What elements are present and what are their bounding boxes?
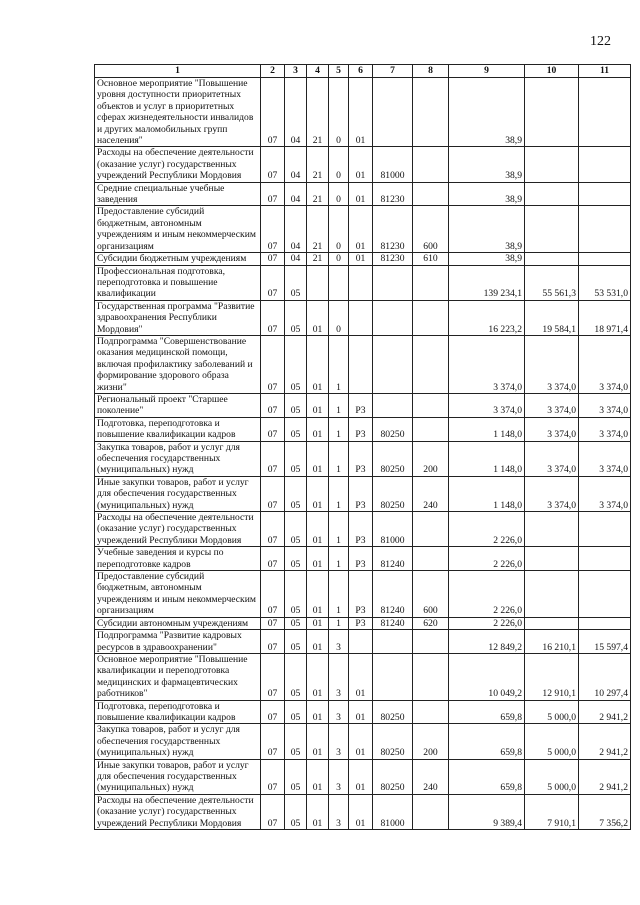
amount-year-3: 3 374,0 — [579, 476, 631, 511]
table-row — [95, 265, 631, 300]
section-code: 07 — [261, 476, 285, 511]
section-code: 07 — [261, 547, 285, 571]
amount-year-1: 12 849,2 — [449, 630, 525, 654]
program-code: 01 — [307, 700, 329, 724]
section-code: 07 — [261, 206, 285, 253]
table-row — [95, 653, 631, 700]
expense-type-code — [413, 547, 449, 571]
table-row — [95, 335, 631, 393]
direction-code: 80250 — [373, 417, 413, 441]
amount-year-3 — [579, 182, 631, 206]
amount-year-1: 1 148,0 — [449, 476, 525, 511]
event-code — [349, 630, 373, 654]
table-row — [95, 253, 631, 265]
column-header: 1 — [95, 65, 261, 78]
row-name: Предоставление субсидий бюджетным, автономным учреждениям и иным некоммерческим организациям — [95, 571, 261, 618]
column-header: 11 — [579, 65, 631, 78]
section-code: 07 — [261, 265, 285, 300]
expense-type-code — [413, 393, 449, 417]
direction-code — [373, 393, 413, 417]
table-row — [95, 512, 631, 547]
amount-year-3: 3 374,0 — [579, 335, 631, 393]
subprogram-code: 0 — [329, 206, 349, 253]
table-row — [95, 78, 631, 147]
direction-code: 81240 — [373, 617, 413, 629]
amount-year-3 — [579, 206, 631, 253]
row-name: Закупка товаров, работ и услуг для обеспечения государственных (муниципальных) нужд — [95, 441, 261, 476]
table-row — [95, 700, 631, 724]
section-code: 07 — [261, 617, 285, 629]
column-header: 9 — [449, 65, 525, 78]
direction-code: 80250 — [373, 476, 413, 511]
direction-code — [373, 653, 413, 700]
event-code — [349, 335, 373, 393]
subprogram-code: 3 — [329, 630, 349, 654]
table-row — [95, 147, 631, 182]
expense-type-code — [413, 700, 449, 724]
section-code: 07 — [261, 724, 285, 759]
expense-type-code — [413, 78, 449, 147]
direction-code: 80250 — [373, 700, 413, 724]
program-code: 01 — [307, 476, 329, 511]
subsection-code: 04 — [285, 253, 307, 265]
row-name: Субсидии автономным учреждениям — [95, 617, 261, 629]
section-code: 07 — [261, 630, 285, 654]
table-row — [95, 441, 631, 476]
subsection-code: 05 — [285, 441, 307, 476]
subprogram-code: 0 — [329, 78, 349, 147]
table-row — [95, 182, 631, 206]
amount-year-2: 12 910,1 — [525, 653, 579, 700]
table-row — [95, 547, 631, 571]
amount-year-2 — [525, 78, 579, 147]
table-row — [95, 476, 631, 511]
program-code: 01 — [307, 547, 329, 571]
program-code: 01 — [307, 724, 329, 759]
amount-year-1: 659,8 — [449, 700, 525, 724]
subsection-code: 05 — [285, 653, 307, 700]
program-code: 01 — [307, 417, 329, 441]
amount-year-1: 38,9 — [449, 78, 525, 147]
subprogram-code: 0 — [329, 300, 349, 335]
expense-type-code — [413, 182, 449, 206]
direction-code: 80250 — [373, 759, 413, 794]
subsection-code: 05 — [285, 300, 307, 335]
direction-code: 81000 — [373, 147, 413, 182]
amount-year-2: 3 374,0 — [525, 476, 579, 511]
subsection-code: 05 — [285, 759, 307, 794]
table-row — [95, 794, 631, 829]
event-code: P3 — [349, 571, 373, 618]
program-code: 21 — [307, 253, 329, 265]
event-code: 01 — [349, 724, 373, 759]
event-code: 01 — [349, 794, 373, 829]
expense-type-code: 620 — [413, 617, 449, 629]
expense-type-code — [413, 147, 449, 182]
row-name: Подпрограмма "Совершенствование оказания медицинской помощи, включая профилактику заболеваний и формирование здорового образа жизни" — [95, 335, 261, 393]
amount-year-3 — [579, 78, 631, 147]
amount-year-3 — [579, 147, 631, 182]
amount-year-1: 38,9 — [449, 206, 525, 253]
expense-type-code — [413, 417, 449, 441]
direction-code: 81240 — [373, 571, 413, 618]
subsection-code: 05 — [285, 512, 307, 547]
row-name: Предоставление субсидий бюджетным, автономным учреждениям и иным некоммерческим организациям — [95, 206, 261, 253]
event-code: 01 — [349, 206, 373, 253]
table-header-row — [95, 65, 631, 78]
subprogram-code: 3 — [329, 759, 349, 794]
expense-type-code: 200 — [413, 724, 449, 759]
amount-year-1: 3 374,0 — [449, 393, 525, 417]
subprogram-code: 1 — [329, 441, 349, 476]
amount-year-3 — [579, 547, 631, 571]
amount-year-3 — [579, 617, 631, 629]
amount-year-3: 2 941,2 — [579, 724, 631, 759]
subprogram-code: 1 — [329, 571, 349, 618]
event-code: P3 — [349, 547, 373, 571]
subprogram-code: 1 — [329, 393, 349, 417]
amount-year-1: 38,9 — [449, 253, 525, 265]
subprogram-code: 0 — [329, 182, 349, 206]
program-code: 01 — [307, 630, 329, 654]
amount-year-3 — [579, 571, 631, 618]
amount-year-1: 3 374,0 — [449, 335, 525, 393]
direction-code: 81230 — [373, 182, 413, 206]
row-name: Подготовка, переподготовка и повышение квалификации кадров — [95, 417, 261, 441]
direction-code: 81240 — [373, 547, 413, 571]
column-header: 7 — [373, 65, 413, 78]
amount-year-3 — [579, 253, 631, 265]
table-row — [95, 724, 631, 759]
section-code: 07 — [261, 253, 285, 265]
amount-year-1: 659,8 — [449, 724, 525, 759]
row-name: Расходы на обеспечение деятельности (оказание услуг) государственных учреждений Республики Мордовия — [95, 512, 261, 547]
amount-year-2: 5 000,0 — [525, 724, 579, 759]
program-code: 01 — [307, 571, 329, 618]
table-row — [95, 300, 631, 335]
row-name: Подпрограмма "Развитие кадровых ресурсов в здравоохранении" — [95, 630, 261, 654]
section-code: 07 — [261, 759, 285, 794]
table-row — [95, 417, 631, 441]
amount-year-2: 7 910,1 — [525, 794, 579, 829]
amount-year-2: 3 374,0 — [525, 417, 579, 441]
table-row — [95, 571, 631, 618]
amount-year-1: 659,8 — [449, 759, 525, 794]
direction-code: 80250 — [373, 724, 413, 759]
amount-year-2 — [525, 206, 579, 253]
expense-type-code: 240 — [413, 759, 449, 794]
subprogram-code: 0 — [329, 147, 349, 182]
expense-type-code — [413, 653, 449, 700]
subsection-code: 05 — [285, 265, 307, 300]
subprogram-code — [329, 265, 349, 300]
program-code: 21 — [307, 206, 329, 253]
event-code: P3 — [349, 441, 373, 476]
amount-year-2: 5 000,0 — [525, 759, 579, 794]
amount-year-1: 16 223,2 — [449, 300, 525, 335]
amount-year-3: 15 597,4 — [579, 630, 631, 654]
table-row — [95, 393, 631, 417]
amount-year-3: 3 374,0 — [579, 417, 631, 441]
expense-type-code — [413, 512, 449, 547]
section-code: 07 — [261, 700, 285, 724]
subprogram-code: 1 — [329, 547, 349, 571]
amount-year-3: 3 374,0 — [579, 393, 631, 417]
program-code: 01 — [307, 512, 329, 547]
subsection-code: 05 — [285, 571, 307, 618]
expense-type-code — [413, 630, 449, 654]
amount-year-2 — [525, 147, 579, 182]
subprogram-code: 1 — [329, 335, 349, 393]
expense-type-code — [413, 794, 449, 829]
amount-year-2: 3 374,0 — [525, 441, 579, 476]
expense-type-code: 240 — [413, 476, 449, 511]
direction-code: 81000 — [373, 512, 413, 547]
row-name: Государственная программа "Развитие здравоохранения Республики Мордовия" — [95, 300, 261, 335]
amount-year-2 — [525, 253, 579, 265]
amount-year-2 — [525, 182, 579, 206]
amount-year-1: 2 226,0 — [449, 512, 525, 547]
column-header: 4 — [307, 65, 329, 78]
row-name: Закупка товаров, работ и услуг для обеспечения государственных (муниципальных) нужд — [95, 724, 261, 759]
event-code: 01 — [349, 653, 373, 700]
program-code: 21 — [307, 147, 329, 182]
event-code: 01 — [349, 759, 373, 794]
table-row — [95, 759, 631, 794]
amount-year-1: 2 226,0 — [449, 617, 525, 629]
program-code: 01 — [307, 393, 329, 417]
event-code: 01 — [349, 147, 373, 182]
subprogram-code: 3 — [329, 653, 349, 700]
subsection-code: 05 — [285, 335, 307, 393]
subprogram-code: 1 — [329, 617, 349, 629]
subsection-code: 04 — [285, 147, 307, 182]
amount-year-2 — [525, 617, 579, 629]
subsection-code: 05 — [285, 393, 307, 417]
column-header: 6 — [349, 65, 373, 78]
direction-code — [373, 335, 413, 393]
program-code: 21 — [307, 182, 329, 206]
subsection-code: 05 — [285, 617, 307, 629]
section-code: 07 — [261, 653, 285, 700]
amount-year-2 — [525, 571, 579, 618]
program-code: 01 — [307, 441, 329, 476]
row-name: Региональный проект "Старшее поколение" — [95, 393, 261, 417]
subsection-code: 05 — [285, 794, 307, 829]
section-code: 07 — [261, 441, 285, 476]
expense-type-code: 200 — [413, 441, 449, 476]
amount-year-3: 53 531,0 — [579, 265, 631, 300]
row-name: Подготовка, переподготовка и повышение квалификации кадров — [95, 700, 261, 724]
subsection-code: 05 — [285, 476, 307, 511]
direction-code: 80250 — [373, 441, 413, 476]
program-code: 01 — [307, 759, 329, 794]
event-code: 01 — [349, 700, 373, 724]
amount-year-3 — [579, 512, 631, 547]
subprogram-code: 0 — [329, 253, 349, 265]
section-code: 07 — [261, 335, 285, 393]
event-code: P3 — [349, 617, 373, 629]
column-header: 3 — [285, 65, 307, 78]
amount-year-2 — [525, 547, 579, 571]
event-code: 01 — [349, 253, 373, 265]
program-code: 21 — [307, 78, 329, 147]
subprogram-code: 3 — [329, 724, 349, 759]
amount-year-2: 3 374,0 — [525, 335, 579, 393]
event-code: 01 — [349, 78, 373, 147]
event-code: 01 — [349, 182, 373, 206]
direction-code — [373, 630, 413, 654]
amount-year-1: 1 148,0 — [449, 441, 525, 476]
amount-year-1: 2 226,0 — [449, 547, 525, 571]
amount-year-3: 2 941,2 — [579, 700, 631, 724]
direction-code: 81230 — [373, 253, 413, 265]
row-name: Иные закупки товаров, работ и услуг для обеспечения государственных (муниципальных) нужд — [95, 759, 261, 794]
subprogram-code: 1 — [329, 512, 349, 547]
row-name: Расходы на обеспечение деятельности (оказание услуг) государственных учреждений Республики Мордовия — [95, 147, 261, 182]
amount-year-1: 10 049,2 — [449, 653, 525, 700]
subsection-code: 04 — [285, 78, 307, 147]
subsection-code: 05 — [285, 724, 307, 759]
program-code: 01 — [307, 300, 329, 335]
subsection-code: 04 — [285, 206, 307, 253]
direction-code — [373, 300, 413, 335]
amount-year-3: 10 297,4 — [579, 653, 631, 700]
event-code: P3 — [349, 417, 373, 441]
subsection-code: 04 — [285, 182, 307, 206]
subsection-code: 05 — [285, 547, 307, 571]
subsection-code: 05 — [285, 700, 307, 724]
column-header: 8 — [413, 65, 449, 78]
row-name: Средние специальные учебные заведения — [95, 182, 261, 206]
table-row — [95, 617, 631, 629]
amount-year-3: 18 971,4 — [579, 300, 631, 335]
row-name: Иные закупки товаров, работ и услуг для обеспечения государственных (муниципальных) нужд — [95, 476, 261, 511]
program-code: 01 — [307, 335, 329, 393]
event-code: P3 — [349, 476, 373, 511]
section-code: 07 — [261, 182, 285, 206]
column-header: 2 — [261, 65, 285, 78]
amount-year-1: 2 226,0 — [449, 571, 525, 618]
direction-code — [373, 78, 413, 147]
expense-type-code: 600 — [413, 206, 449, 253]
subprogram-code: 1 — [329, 417, 349, 441]
amount-year-3: 3 374,0 — [579, 441, 631, 476]
event-code — [349, 265, 373, 300]
amount-year-1: 38,9 — [449, 182, 525, 206]
event-code: P3 — [349, 393, 373, 417]
page-number: 122 — [590, 34, 611, 49]
amount-year-2: 19 584,1 — [525, 300, 579, 335]
budget-table — [94, 64, 631, 830]
program-code: 01 — [307, 653, 329, 700]
event-code — [349, 300, 373, 335]
program-code: 01 — [307, 794, 329, 829]
section-code: 07 — [261, 147, 285, 182]
amount-year-3: 2 941,2 — [579, 759, 631, 794]
section-code: 07 — [261, 794, 285, 829]
amount-year-2: 16 210,1 — [525, 630, 579, 654]
section-code: 07 — [261, 512, 285, 547]
row-name: Профессиональная подготовка, переподготовка и повышение квалификации — [95, 265, 261, 300]
amount-year-2: 3 374,0 — [525, 393, 579, 417]
expense-type-code — [413, 265, 449, 300]
section-code: 07 — [261, 571, 285, 618]
amount-year-1: 1 148,0 — [449, 417, 525, 441]
column-header: 10 — [525, 65, 579, 78]
expense-type-code — [413, 300, 449, 335]
direction-code — [373, 265, 413, 300]
table-row — [95, 206, 631, 253]
program-code — [307, 265, 329, 300]
program-code: 01 — [307, 617, 329, 629]
row-name: Учебные заведения и курсы по переподготовке кадров — [95, 547, 261, 571]
amount-year-2 — [525, 512, 579, 547]
section-code: 07 — [261, 78, 285, 147]
expense-type-code: 600 — [413, 571, 449, 618]
table-row — [95, 630, 631, 654]
table-body — [95, 78, 631, 830]
subsection-code: 05 — [285, 630, 307, 654]
event-code: P3 — [349, 512, 373, 547]
row-name: Основное мероприятие "Повышение уровня доступности приоритетных объектов и услуг в приоритетных сферах жизнедеятельности инвалидов и других маломобильных групп населения" — [95, 78, 261, 147]
subprogram-code: 1 — [329, 476, 349, 511]
column-header: 5 — [329, 65, 349, 78]
amount-year-1: 9 389,4 — [449, 794, 525, 829]
row-name: Расходы на обеспечение деятельности (оказание услуг) государственных учреждений Республики Мордовия — [95, 794, 261, 829]
subprogram-code: 3 — [329, 700, 349, 724]
section-code: 07 — [261, 300, 285, 335]
direction-code: 81230 — [373, 206, 413, 253]
row-name: Субсидии бюджетным учреждениям — [95, 253, 261, 265]
amount-year-2: 55 561,3 — [525, 265, 579, 300]
subsection-code: 05 — [285, 417, 307, 441]
amount-year-3: 7 356,2 — [579, 794, 631, 829]
expense-type-code — [413, 335, 449, 393]
row-name: Основное мероприятие "Повышение квалификации и переподготовка медицинских и фармацевтических работников" — [95, 653, 261, 700]
amount-year-1: 38,9 — [449, 147, 525, 182]
amount-year-1: 139 234,1 — [449, 265, 525, 300]
expense-type-code: 610 — [413, 253, 449, 265]
section-code: 07 — [261, 393, 285, 417]
section-code: 07 — [261, 417, 285, 441]
subprogram-code: 3 — [329, 794, 349, 829]
direction-code: 81000 — [373, 794, 413, 829]
amount-year-2: 5 000,0 — [525, 700, 579, 724]
